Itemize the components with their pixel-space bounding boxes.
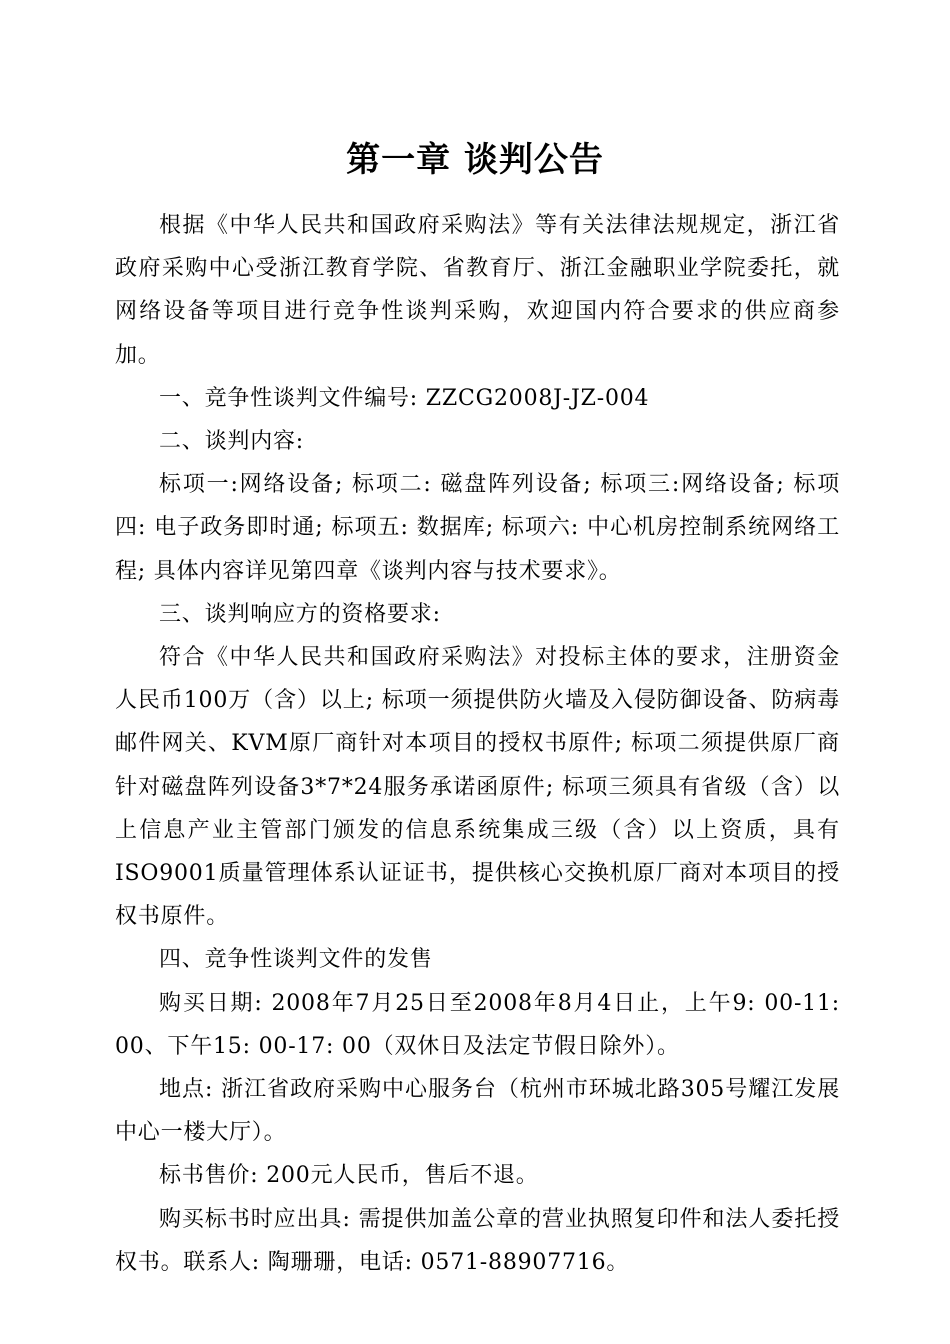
section-3-requirements: 符合《中华人民共和国政府采购法》对投标主体的要求，注册资金人民币100万（含）以上; 标项一须提供防火墙及入侵防御设备、防病毒邮件网关、KVM原厂商针对本项目的授权书原件; 标项二须提供原厂商针对磁盘阵列设备3*7*24服务承诺函原件; 标项三须具有省级（含）以上信息产业主管部门颁发的信息系统集成三级（含）以上资质，具有ISO9001质量管理体系认证证书，提供核心交换机原厂商对本项目的授权书原件。 — [115, 645, 840, 930]
section-1-file-number: 一、竞争性谈判文件编号: ZZCG2008J-JZ-004 — [159, 385, 650, 411]
purchase-requirements-contact: 购买标书时应出具: 需提供加盖公章的营业执照复印件和法人委托授权书。联系人: 陶珊珊，电话: 0571-88907716。 — [115, 1206, 840, 1275]
section-3-heading: 三、谈判响应方的资格要求: — [159, 601, 441, 627]
document-price: 标书售价: 200元人民币，售后不退。 — [159, 1163, 539, 1189]
chapter-title: 第一章 谈判公告 — [346, 139, 604, 180]
document-body — [115, 204, 840, 1284]
purchase-dates: 购买日期: 2008年7月25日至2008年8月4日止，上午9: 00-11: 00、下午15: 00-17: 00（双休日及法定节假日除外）。 — [115, 990, 840, 1059]
intro-paragraph: 根据《中华人民共和国政府采购法》等有关法律法规规定，浙江省政府采购中心受浙江教育学院、省教育厅、浙江金融职业学院委托，就网络设备等项目进行竞争性谈判采购，欢迎国内符合要求的供应商参加。 — [115, 213, 840, 368]
section-2-heading: 二、谈判内容: — [159, 429, 305, 455]
purchase-location: 地点: 浙江省政府采购中心服务台（杭州市环城北路305号耀江发展中心一楼大厅）。 — [115, 1077, 840, 1146]
section-4-heading: 四、竞争性谈判文件的发售 — [159, 947, 433, 973]
section-2-lots: 标项一:网络设备; 标项二: 磁盘阵列设备; 标项三:网络设备; 标项四: 电子政务即时通; 标项五: 数据库; 标项六: 中心机房控制系统网络工程; 具体内容详见第四章《谈判内容与技术要求》。 — [115, 472, 840, 584]
